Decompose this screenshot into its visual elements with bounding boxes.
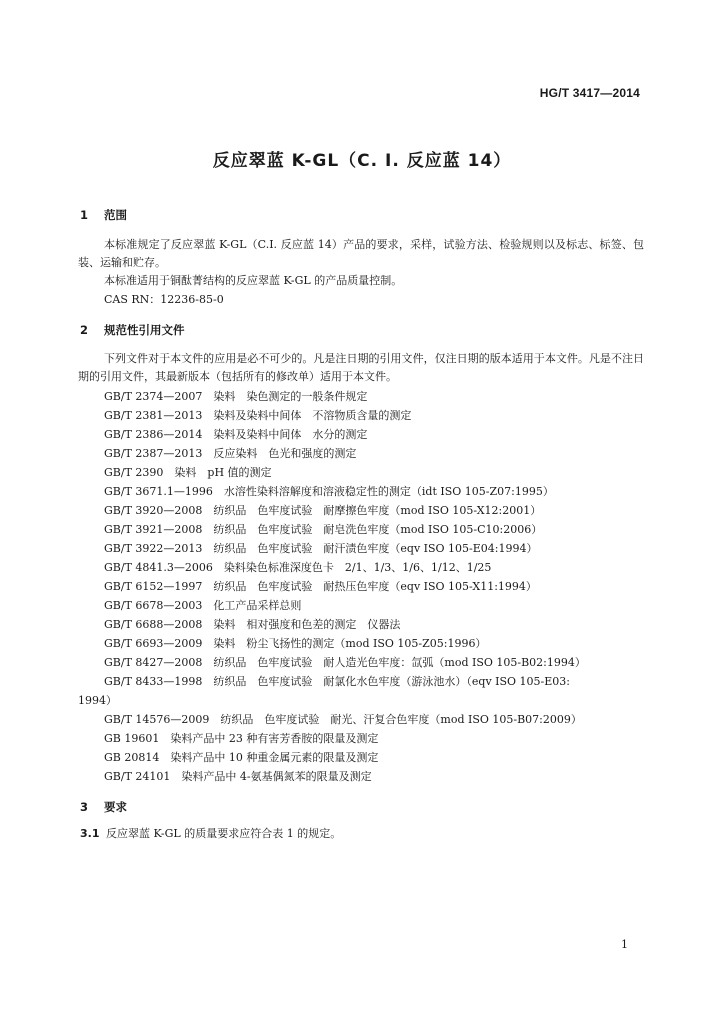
reference-item: GB/T 14576—2009 纺织品 色牢度试验 耐光、汗复合色牢度（mod ISO 105-B07:2009）: [104, 713, 582, 726]
scope-paragraph-2: 本标准适用于铜酞菁结构的反应翠蓝 K-GL 的产品质量控制。: [104, 274, 403, 287]
reference-item: GB/T 2381—2013 染料及染料中间体 不溶物质含量的测定: [104, 409, 412, 422]
reference-item: GB/T 6688—2008 染料 相对强度和色差的测定 仪器法: [104, 618, 401, 631]
section-number: 2: [80, 323, 89, 337]
normative-intro: 下列文件对于本文件的应用是必不可少的。凡是注日期的引用文件，仅注日期的版本适用于本文件。凡是不注日期的引用文件，其最新版本（包括所有的修改单）适用于本文件。: [78, 352, 644, 383]
clause-text: 反应翠蓝 K-GL 的质量要求应符合表 1 的规定。: [106, 827, 342, 840]
document-title: 反应翠蓝 K-GL（C. I. 反应蓝 14）: [212, 151, 512, 171]
reference-item: GB/T 3671.1—1996 水溶性染料溶解度和溶液稳定性的测定（idt ISO 105-Z07:1995）: [104, 485, 554, 498]
reference-item: GB/T 2390 染料 pH 值的测定: [104, 466, 272, 479]
section-number: 3: [80, 800, 89, 814]
section-title: 要求: [104, 800, 127, 814]
section-title: 规范性引用文件: [104, 323, 185, 337]
reference-item: GB/T 3922—2013 纺织品 色牢度试验 耐汗渍色牢度（eqv ISO 105-E04:1994）: [104, 542, 538, 555]
reference-item: GB/T 6678—2003 化工产品采样总则: [104, 599, 302, 612]
reference-item: GB 20814 染料产品中 10 种重金属元素的限量及测定: [104, 751, 379, 764]
section-title: 范围: [104, 208, 127, 222]
reference-item: GB/T 6152—1997 纺织品 色牢度试验 耐热压色牢度（eqv ISO 105-X11:1994）: [104, 580, 537, 593]
page-number: 1: [621, 938, 628, 951]
reference-item: GB 19601 染料产品中 23 种有害芳香胺的限量及测定: [104, 732, 379, 745]
reference-item: GB/T 8427—2008 纺织品 色牢度试验 耐人造光色牢度：氙弧（mod ISO 105-B02:1994）: [104, 656, 586, 669]
reference-item: GB/T 24101 染料产品中 4-氨基偶氮苯的限量及测定: [104, 770, 372, 783]
standard-code: HG/T 3417—2014: [539, 86, 640, 100]
reference-item: GB/T 3921—2008 纺织品 色牢度试验 耐皂洗色牢度（mod ISO 105-C10:2006）: [104, 523, 543, 536]
section-heading-normative: [80, 322, 185, 338]
cas-number: CAS RN：12236-85-0: [104, 293, 224, 306]
section-heading-scope: [80, 207, 127, 223]
reference-item: GB/T 2374—2007 染料 染色测定的一般条件规定: [104, 390, 368, 403]
section-heading-requirements: [80, 799, 127, 815]
reference-item: GB/T 3920—2008 纺织品 色牢度试验 耐摩擦色牢度（mod ISO 105-X12:2001）: [104, 504, 542, 517]
reference-item: GB/T 4841.3—2006 染料染色标准深度色卡 2/1、1/3、1/6、1/12、1/25: [104, 561, 492, 574]
reference-item-continuation: 1994）: [78, 694, 117, 707]
reference-item: GB/T 2386—2014 染料及染料中间体 水分的测定: [104, 428, 368, 441]
scope-paragraph-1: 本标准规定了反应翠蓝 K-GL（C.I. 反应蓝 14）产品的要求，采样，试验方法、检验规则以及标志、标签、包装、运输和贮存。: [78, 238, 644, 269]
reference-item: GB/T 6693—2009 染料 粉尘飞扬性的测定（mod ISO 105-Z05:1996）: [104, 637, 487, 650]
section-number: 1: [80, 208, 89, 222]
clause-3-1: [80, 827, 341, 841]
reference-item: GB/T 8433—1998 纺织品 色牢度试验 耐氯化水色牢度（游泳池水）（eqv ISO 105-E03:: [104, 675, 570, 688]
reference-item: GB/T 2387—2013 反应染料 色光和强度的测定: [104, 447, 357, 460]
clause-number: 3.1: [80, 827, 100, 840]
